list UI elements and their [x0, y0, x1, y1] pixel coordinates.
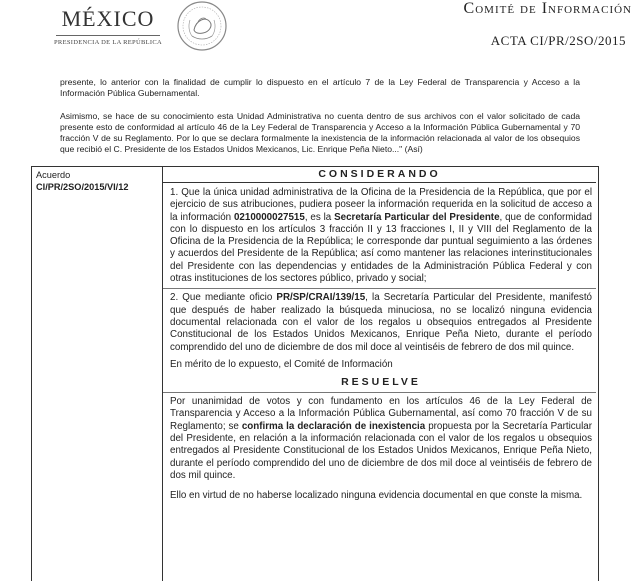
- agreement-body-cell: [170, 167, 592, 503]
- item-text: , la Secretaría Particular del Presidente, manifestó que después de haber realizado la búsqueda minuciosa, no se localizó ninguna evidencia documental relacionada con el valor de los regalos u obsequios entregados al Presidente Constitucional de los Estados Unidos Mexicanos, Enrique Peña Nieto, durante el período comprendido del uno de diciembre de dos mil doce al veintiséis de febrero de dos mil quince.: [170, 292, 593, 353]
- item-text: 2. Que mediante oficio: [170, 292, 277, 304]
- intro-paragraph: Asimismo, se hace de su conocimiento esta Unidad Administrativa no cuenta dentro de sus archivos con el valor solicitado de cada presente esto de conformidad al artículo 46 de la Ley Federal de Transparencia y Acceso a la Información Pública Gubernamental y 70 fracción V de su Reglamento. Por lo que se declara formalmente la inexistencia de la información relacionada al valor de los obsequios que recibió el C. Presidente de los Estados Unidos Mexicanos, Lic. Enrique Peña Nieto..." (Así): [60, 110, 580, 154]
- agreement-code: CI/PR/2SO/2015/VI/12: [36, 182, 129, 192]
- national-seal-icon: [172, 0, 232, 54]
- item-text: propuesta por la Secretaría Particular del Presidente, en relación a la información relacionada con el valor de los regalos u obsequios entregados al Presidente Constitucional de los Estados Unidos Mexicanos, Enrique Peña Nieto, durante el período comprendido del uno de diciembre de dos mil doce al veintiséis de febrero de dos mil quince.: [170, 420, 593, 481]
- item-text: , es la: [304, 211, 335, 223]
- resuelve-heading: RESUELVE: [341, 376, 421, 389]
- final-paragraph: Ello en virtud de no haberse localizado ninguna evidencia documental en que conste la misma.: [170, 490, 583, 502]
- office-name: PRESIDENCIA DE LA REPÚBLICA: [54, 39, 162, 46]
- merito-line: En mérito de lo expuesto, el Comité de Información: [170, 358, 393, 370]
- letterhead-rule: [56, 35, 160, 36]
- agreement-table: [31, 166, 599, 581]
- committee-title: Comité de Información: [463, 0, 632, 17]
- agreement-label: Acuerdo: [36, 170, 71, 180]
- resolution-paragraph: [170, 396, 592, 482]
- considerando-heading: CONSIDERANDO: [163, 167, 596, 183]
- request-folio: 0210000027515: [233, 211, 305, 223]
- item-text: 1. Que la única unidad administrativa de la Oficina de la Presidencia de la República, que por el ejercicio de sus atribuciones, pudiera poseer la información requerida en la solicitud de acceso a la información: [170, 187, 592, 223]
- resolution-emphasis: confirma la declaración de inexistencia: [241, 420, 426, 432]
- row-divider: [163, 288, 596, 289]
- item-text: , que de conformidad con lo dispuesto en los artículos 3 fracción II y 13 fracciones I, II y VIII del Reglamento de la Oficina de la Presidencia de la República; le corresponde dar puntual seguimiento a las órdenes y acuerdos del Presidente de la República; así como mantener las relaciones interinstitucionales del Presidente con las dependencias y entidades de la Administración Pública Federal y con otras instituciones de los sectores público, privado y social;: [170, 211, 592, 285]
- administrative-unit: Secretaría Particular del Presidente: [334, 211, 500, 223]
- letterhead-logo: [48, 6, 168, 46]
- intro-paragraph: presente, lo anterior con la finalidad de cumplir lo dispuesto en el artículo 7 de la Ley Federal de Transparencia y Acceso a la Información Pública Gubernamental.: [60, 76, 580, 98]
- item-text: Por unanimidad de votos y con fundamento en los artículos 46 de la Ley Federal de Transparencia y Acceso a la Información Pública Gubernamental, así como 70 fracción V de su Reglamento; se: [170, 396, 592, 432]
- oficio-number: PR/SP/CRAI/139/15: [276, 292, 366, 304]
- considerando-item-1: [170, 187, 592, 285]
- country-name: MÉXICO: [61, 6, 155, 31]
- column-divider: [162, 167, 163, 581]
- row-divider: [163, 392, 596, 393]
- considerando-item-2: [170, 292, 592, 353]
- agreement-id-cell: [36, 169, 160, 193]
- acta-number: ACTA CI/PR/2SO/2015: [490, 33, 626, 48]
